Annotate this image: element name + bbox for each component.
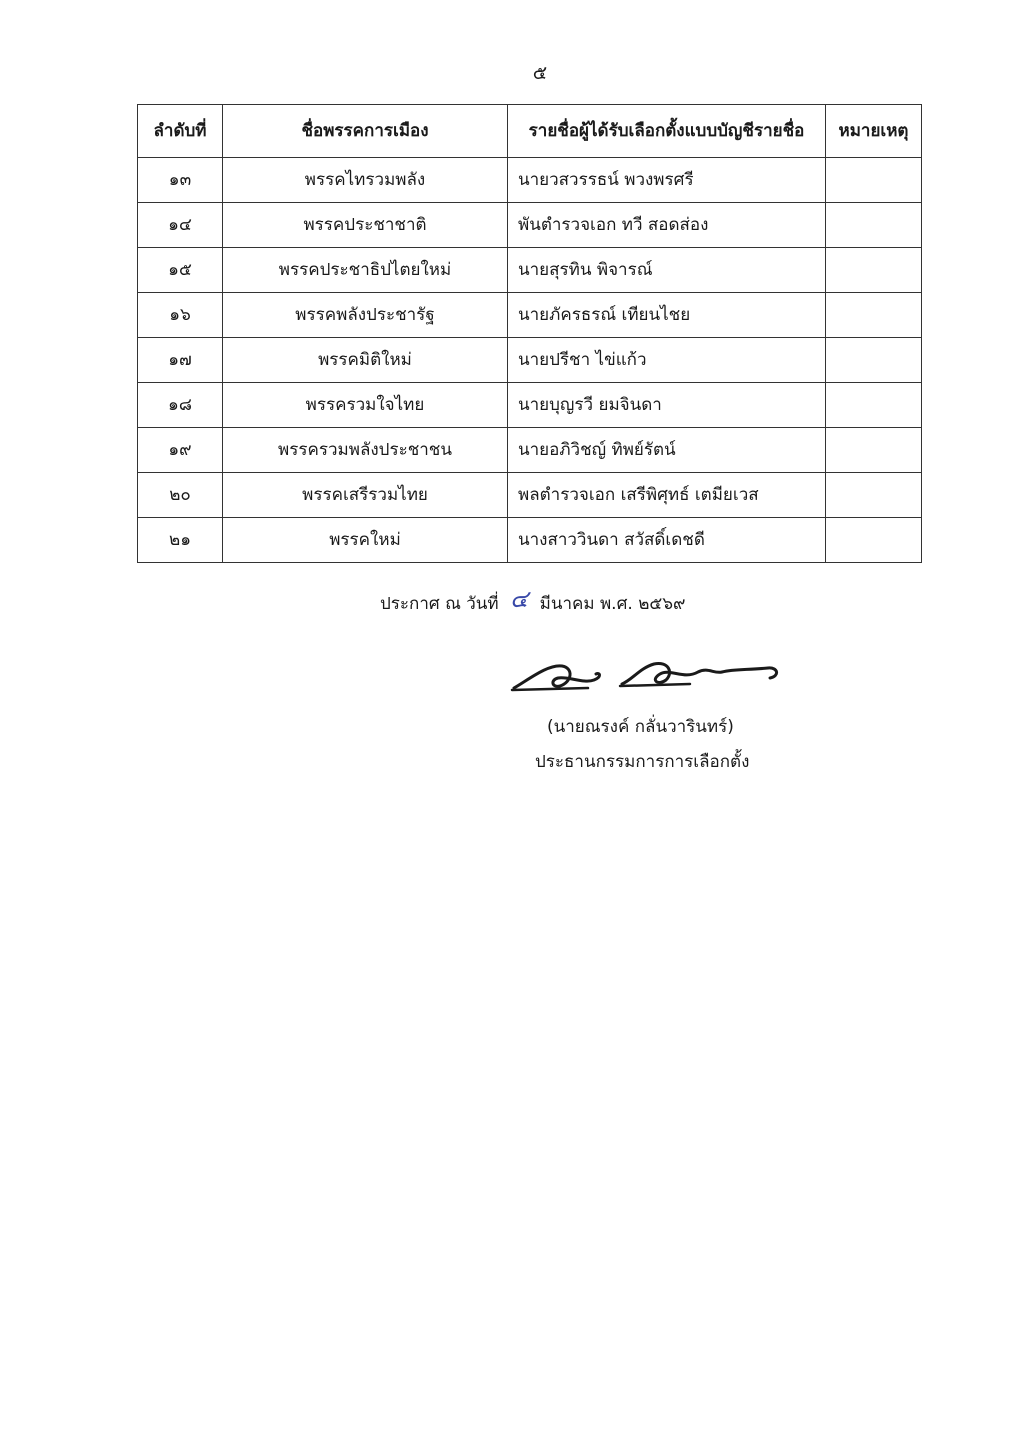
table-row [138,203,922,248]
signature-image [508,650,788,700]
row-candidate: นายสุรทิน พิจารณ์ [508,248,826,293]
row-no: ๒๐ [138,473,223,518]
announcement-suffix: มีนาคม พ.ศ. ๒๕๖๙ [539,594,686,614]
header-candidate: รายชื่อผู้ได้รับเลือกตั้งแบบบัญชีรายชื่อ [508,105,826,158]
announcement-day: ๔ [510,585,529,613]
row-note [826,473,922,518]
row-note [826,248,922,293]
row-no: ๑๕ [138,248,223,293]
table-row [138,428,922,473]
row-no: ๑๔ [138,203,223,248]
header-no: ลำดับที่ [138,105,223,158]
row-candidate: นายปรีชา ไข่แก้ว [508,338,826,383]
party-list-table [137,104,922,563]
table-row [138,383,922,428]
announcement-prefix: ประกาศ ณ วันที่ [380,594,499,614]
row-candidate: นายวสวรรธน์ พวงพรศรี [508,158,826,203]
row-candidate: นายภัครธรณ์ เทียนไชย [508,293,826,338]
announcement-line [380,581,686,620]
table-row [138,293,922,338]
header-note: หมายเหตุ [826,105,922,158]
header-party: ชื่อพรรคการเมือง [223,105,508,158]
row-candidate: พลตำรวจเอก เสรีพิศุทธ์ เตมียเวส [508,473,826,518]
row-note [826,158,922,203]
row-party: พรรคพลังประชารัฐ [223,293,508,338]
row-party: พรรคไทรวมพลัง [223,158,508,203]
signer-name: (นายณรงค์ กลั่นวารินทร์) [547,717,734,737]
row-party: พรรคเสรีรวมไทย [223,473,508,518]
row-no: ๑๗ [138,338,223,383]
page-number: ๕ [532,62,548,84]
row-party: พรรคมิติใหม่ [223,338,508,383]
table-row [138,338,922,383]
row-note [826,338,922,383]
row-party: พรรคประชาชาติ [223,203,508,248]
row-note [826,518,922,563]
row-note [826,293,922,338]
row-no: ๒๑ [138,518,223,563]
table-header-row [138,105,922,158]
row-party: พรรคประชาธิปไตยใหม่ [223,248,508,293]
table-row [138,158,922,203]
table-row [138,473,922,518]
row-note [826,203,922,248]
row-note [826,383,922,428]
table-row [138,248,922,293]
row-candidate: นายอภิวิชญ์ ทิพย์รัตน์ [508,428,826,473]
row-no: ๑๖ [138,293,223,338]
row-no: ๑๙ [138,428,223,473]
row-party: พรรคใหม่ [223,518,508,563]
row-candidate: พันตำรวจเอก ทวี สอดส่อง [508,203,826,248]
row-candidate: นางสาววินดา สวัสดิ์เดชดี [508,518,826,563]
row-no: ๑๓ [138,158,223,203]
signer-title: ประธานกรรมการการเลือกตั้ง [535,752,750,772]
row-no: ๑๘ [138,383,223,428]
row-candidate: นายบุญรวี ยมจินดา [508,383,826,428]
row-party: พรรครวมใจไทย [223,383,508,428]
row-note [826,428,922,473]
table-row [138,518,922,563]
row-party: พรรครวมพลังประชาชน [223,428,508,473]
